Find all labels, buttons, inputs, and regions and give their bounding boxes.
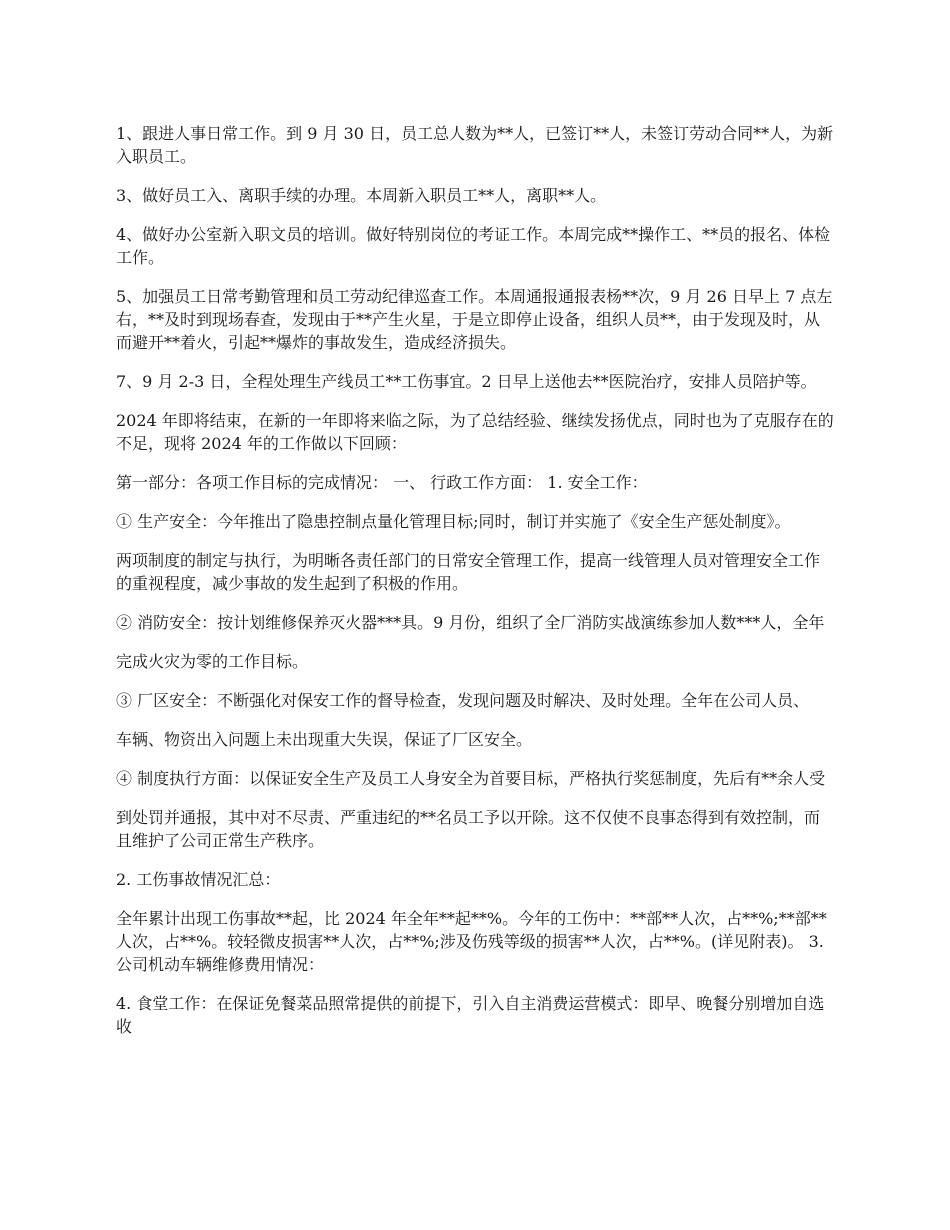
paragraph-two-systems: 两项制度的制定与执行，为明晰各责任部门的日常安全管理工作，提高一线管理人员对管理安全工作的重视程度，减少事故的发生起到了积极的作用。	[116, 551, 821, 593]
paragraph-hr-daily: 1、跟进人事日常工作。到 9 月 30 日，员工总人数为**人，已签订**人，未签订劳动合同**人，为新入职员工。	[116, 124, 834, 166]
paragraph-canteen: 4. 食堂工作：在保证免餐菜品照常提供的前提下，引入自主消费运营模式：即早、晚餐分别增加自选收	[116, 994, 825, 1036]
paragraph-onboarding: 3、做好员工入、离职手续的办理。本周新入职员工**人，离职**人。	[116, 186, 607, 205]
paragraph-production-safety: ① 生产安全：今年推出了隐患控制点量化管理目标;同时，制订并实施了《安全生产惩处制度》。	[116, 512, 791, 531]
paragraph-fire-target: 完成火灾为零的工作目标。	[116, 652, 309, 671]
paragraph-training: 4、做好办公室新入职文员的培训。做好特别岗位的考证工作。本周完成**操作工、**员的报名、体检工作。	[116, 225, 831, 267]
paragraph-injury-statistics: 全年累计出现工伤事故**起，比 2024 年全年**起**%。今年的工伤中：**部**人次，占**%;**部**人次，占**%。较轻微皮损害**人次，占**%;涉及伤残等级的损害**人次，占**%。(详见附表)。 3. 公司机动车辆维修费用情况：	[116, 909, 827, 974]
paragraph-vehicle-materials: 车辆、物资出入问题上未出现重大失误，保证了厂区安全。	[116, 730, 533, 749]
paragraph-plant-safety: ③ 厂区安全：不断强化对保安工作的督导检查，发现问题及时解决、及时处理。全年在公司人员、	[116, 691, 810, 710]
paragraph-attendance: 5、加强员工日常考勤管理和员工劳动纪律巡查工作。本周通报通报表杨**次，9 月 26 日早上 7 点左右，**及时到现场春查，发现由于**产生火星，于是立即停止设备，组织人员**，由于发现及时，从而避开**着火，引起**爆炸的事故发生，造成经济损失。	[116, 287, 833, 352]
paragraph-fire-safety: ② 消防安全：按计划维修保养灭火器***具。9 月份，组织了全厂消防实战演练参加人数***人，全年	[116, 613, 825, 632]
paragraph-part-one-heading: 第一部分：各项工作目标的完成情况： 一、 行政工作方面： 1. 安全工作：	[116, 473, 648, 492]
paragraph-injury-summary-heading: 2. 工伤事故情况汇总：	[116, 870, 281, 889]
paragraph-year-review-intro: 2024 年即将结束，在新的一年即将来临之际，为了总结经验、继续发扬优点，同时也为了克服存在的不足，现将 2024 年的工作做以下回顾：	[116, 411, 834, 453]
document-body	[116, 122, 834, 1038]
paragraph-injury-handling: 7、9 月 2-3 日，全程处理生产线员工**工伤事宜。2 日早上送他去**医院治疗，安排人员陪护等。	[116, 372, 817, 391]
paragraph-penalty-notice: 到处罚并通报，其中对不尽责、严重违纪的**名员工予以开除。这不仅使不良事态得到有效控制，而且维护了公司正常生产秩序。	[116, 808, 821, 850]
paragraph-system-enforcement: ④ 制度执行方面：以保证安全生产及员工人身安全为首要目标，严格执行奖惩制度，先后有**余人受	[116, 769, 826, 788]
